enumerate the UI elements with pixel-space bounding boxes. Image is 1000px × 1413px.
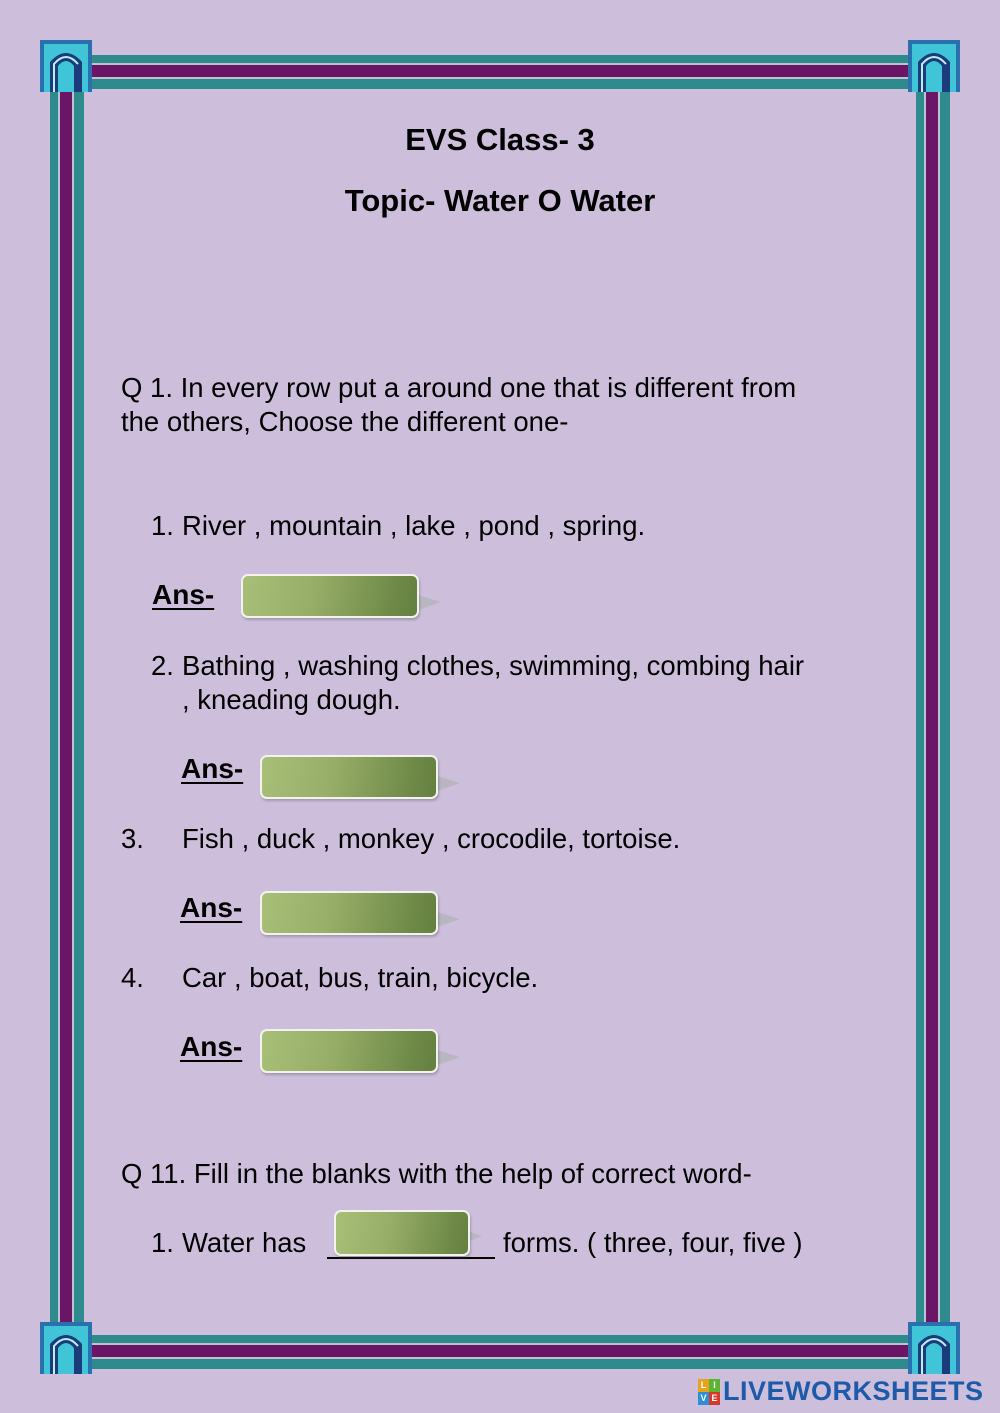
q11-item-1-before: Water has	[182, 1227, 307, 1258]
frame-bottom-border	[60, 1335, 940, 1369]
frame-right-border	[916, 60, 950, 1350]
q1-item-3-ans-label: Ans-	[180, 892, 243, 923]
q1-item-4-ans-label: Ans-	[180, 1031, 243, 1062]
frame-left-border	[50, 60, 84, 1350]
logo-mark-letter: I	[709, 1379, 720, 1392]
logo-mark-letter: L	[698, 1379, 709, 1392]
q1-item-2-answer-input[interactable]	[260, 755, 438, 799]
q1-item-1-number: 1.	[151, 510, 174, 541]
q1-item-1-answer-input[interactable]	[241, 574, 419, 618]
q1-item-1-text: River , mountain , lake , pond , spring.	[182, 510, 646, 541]
q1-item-4-answer-input[interactable]	[260, 1029, 438, 1073]
q1-item-1-ans-label: Ans-	[152, 579, 215, 610]
frame-corner-bottom-left-icon	[40, 1322, 92, 1374]
q1-item-2-text-line-1: Bathing , washing clothes, swimming, combing hair	[182, 650, 805, 681]
frame-top-border	[60, 55, 940, 89]
answer-box-field[interactable]	[241, 574, 419, 618]
topic-title: Topic- Water O Water	[344, 183, 656, 218]
q11-item-1-answer-input[interactable]	[334, 1210, 470, 1256]
q11-item-1-blank-line	[327, 1257, 495, 1259]
q1-item-4-number: 4.	[121, 962, 144, 993]
q1-item-2-text-line-2: , kneading dough.	[182, 684, 401, 715]
q1-instruction-line-1: Q 1. In every row put a around one that is different from	[121, 372, 797, 403]
q1-item-3-answer-input[interactable]	[260, 891, 438, 935]
q1-instruction-line-2: the others, Choose the different one-	[121, 406, 569, 437]
frame-corner-top-right-icon	[908, 40, 960, 92]
frame-corner-bottom-right-icon	[908, 1322, 960, 1374]
page-title: EVS Class- 3	[405, 122, 595, 157]
q1-item-2-ans-label: Ans-	[181, 753, 244, 784]
q11-item-1-number: 1.	[151, 1227, 174, 1258]
frame-corner-top-left-icon	[40, 40, 92, 92]
logo-mark-letter: E	[709, 1392, 720, 1405]
q1-item-2-number: 2.	[151, 650, 174, 681]
liveworksheets-logo-text: LIVEWORKSHEETS	[723, 1376, 984, 1406]
q1-item-3-number: 3.	[121, 823, 144, 854]
answer-box-field[interactable]	[260, 1029, 438, 1073]
q1-item-4-text: Car , boat, bus, train, bicycle.	[182, 962, 539, 993]
liveworksheets-mark-icon	[698, 1379, 720, 1405]
liveworksheets-logo	[698, 1376, 984, 1407]
q1-item-3-text: Fish , duck , monkey , crocodile, tortoise.	[182, 823, 681, 854]
q11-heading: Q 11. Fill in the blanks with the help of correct word-	[121, 1158, 752, 1189]
answer-box-field[interactable]	[260, 755, 438, 799]
answer-box-field[interactable]	[260, 891, 438, 935]
logo-mark-letter: V	[698, 1392, 709, 1405]
q11-item-1-after: forms. ( three, four, five )	[503, 1227, 803, 1258]
